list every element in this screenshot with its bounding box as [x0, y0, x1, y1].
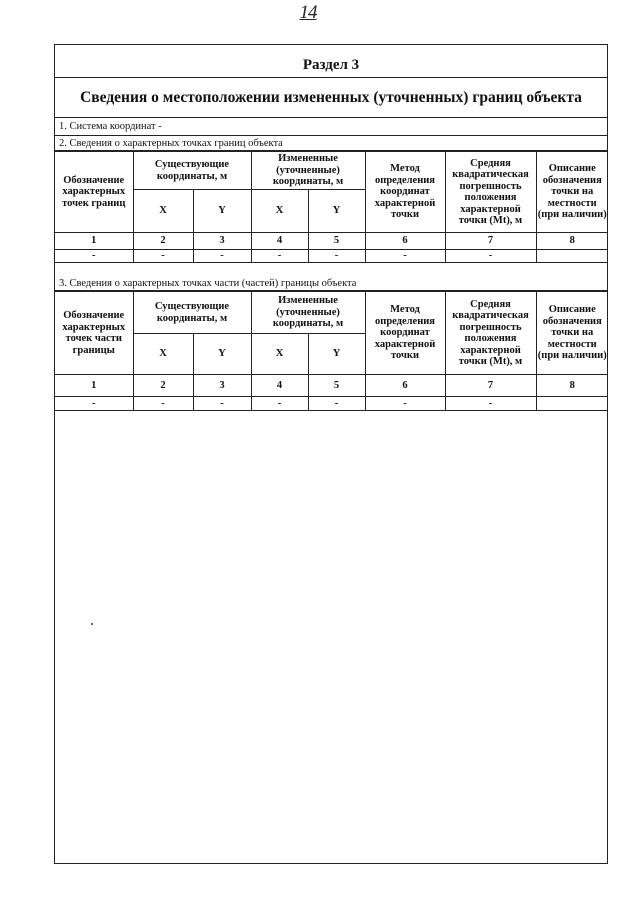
header-existing-y: Y: [193, 190, 251, 233]
column-number: 5: [308, 375, 365, 397]
column-number: 7: [445, 233, 536, 250]
column-number: 8: [536, 233, 608, 250]
boundary-points-caption: 2. Сведения о характерных точках границ объекта: [55, 136, 607, 151]
part-boundary-points-caption: 3. Сведения о характерных точках части (частей) границы объекта: [55, 276, 607, 291]
table-cell: -: [251, 250, 308, 263]
header-existing-x: X: [133, 190, 193, 233]
section-frame: [54, 44, 608, 864]
table-cell: -: [445, 397, 536, 411]
header-existing-y: Y: [193, 334, 251, 375]
column-number-row: [55, 233, 608, 250]
table-cell: [536, 397, 608, 411]
stray-mark: [91, 623, 93, 625]
column-number: 6: [365, 233, 445, 250]
column-number: 3: [193, 375, 251, 397]
column-number: 4: [251, 233, 308, 250]
header-designation: Обозначение характерных точек части границы: [55, 292, 133, 375]
header-changed-y: Y: [308, 190, 365, 233]
header-changed-x: X: [251, 190, 308, 233]
table-cell: -: [55, 397, 133, 411]
header-changed-coords: Измененные (уточненные) координаты, м: [251, 292, 365, 334]
table-row: [55, 250, 608, 263]
table-cell: -: [55, 250, 133, 263]
column-number: 7: [445, 375, 536, 397]
column-number: 4: [251, 375, 308, 397]
coordinate-system-line: 1. Система координат -: [55, 118, 607, 136]
table-cell: -: [445, 250, 536, 263]
section-subtitle: Сведения о местоположении измененных (уточненных) границ объекта: [55, 78, 607, 118]
header-error: Средняя квадратическая погрешность положения характерной точки (Mt), м: [445, 152, 536, 233]
table-cell: -: [308, 250, 365, 263]
table-cell: [536, 250, 608, 263]
table-cell: -: [308, 397, 365, 411]
header-description: Описание обозначения точки на местности (при наличии): [536, 292, 608, 375]
column-number: 5: [308, 233, 365, 250]
table-row: [55, 397, 608, 411]
boundary-points-table: [55, 151, 608, 263]
table-cell: -: [133, 397, 193, 411]
column-number: 2: [133, 375, 193, 397]
table-cell: -: [193, 250, 251, 263]
table-cell: -: [133, 250, 193, 263]
column-number-row: [55, 375, 608, 397]
header-error: Средняя квадратическая погрешность положения характерной точки (Mt), м: [445, 292, 536, 375]
column-number: 2: [133, 233, 193, 250]
header-existing-coords: Существующие координаты, м: [133, 152, 251, 190]
header-existing-coords: Существующие координаты, м: [133, 292, 251, 334]
header-designation: Обозначение характерных точек границ: [55, 152, 133, 233]
table-cell: -: [193, 397, 251, 411]
part-boundary-points-table: [55, 291, 608, 411]
header-changed-y: Y: [308, 334, 365, 375]
page-number: 14: [299, 2, 317, 23]
header-description: Описание обозначения точки на местности (при наличии): [536, 152, 608, 233]
section-title: Раздел 3: [55, 45, 607, 78]
table-cell: -: [251, 397, 308, 411]
column-number: 8: [536, 375, 608, 397]
header-changed-coords: Измененные (уточненные) координаты, м: [251, 152, 365, 190]
column-number: 1: [55, 375, 133, 397]
table-cell: -: [365, 397, 445, 411]
column-number: 3: [193, 233, 251, 250]
header-changed-x: X: [251, 334, 308, 375]
header-method: Метод определения координат характерной точки: [365, 292, 445, 375]
table-cell: -: [365, 250, 445, 263]
column-number: 6: [365, 375, 445, 397]
column-number: 1: [55, 233, 133, 250]
header-existing-x: X: [133, 334, 193, 375]
header-method: Метод определения координат характерной точки: [365, 152, 445, 233]
